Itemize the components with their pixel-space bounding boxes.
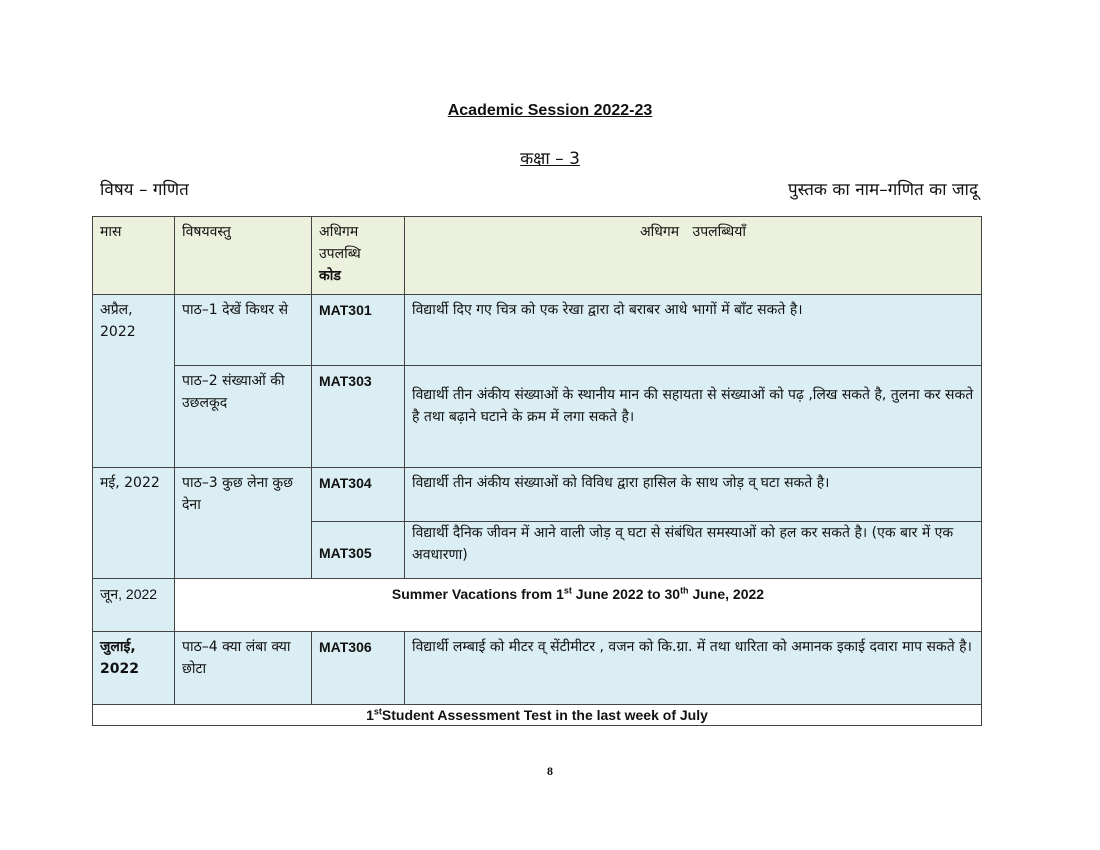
table-row — [93, 366, 982, 468]
chapter-cell: पाठ–3 कुछ लेना कुछ देना — [175, 468, 312, 579]
outcome-cell: विद्यार्थी लम्बाई को मीटर व् सेंटीमीटर , वजन को कि.ग्रा. में तथा धारिता को अमानक इकाई दवारा माप सकते है। — [405, 632, 982, 705]
assessment-text-a: 1 — [366, 707, 374, 723]
vacation-text-b: June 2022 to 30 — [571, 586, 681, 602]
code-cell: MAT301 — [312, 295, 405, 366]
page-number: 8 — [547, 764, 553, 778]
month-cell-july: जुलाई, 2022 — [93, 632, 175, 705]
header-month: मास — [93, 217, 175, 295]
assessment-text-b: Student Assessment Test in the last week of July — [381, 707, 708, 723]
subject-label: विषय – गणित — [100, 180, 189, 200]
vacation-text-a: Summer Vacations from 1 — [391, 586, 564, 602]
outcome-cell: विद्यार्थी दैनिक जीवन में आने वाली जोड़ व् घटा से संबंधित समस्याओं को हल कर सकते है। (एक बार में एक अवधारणा) — [405, 522, 982, 579]
header-code-line3: कोड — [319, 268, 341, 284]
code-cell — [312, 522, 405, 579]
chapter-cell: पाठ–2 संख्याओं की उछलकूद — [175, 366, 312, 468]
outcome-cell — [405, 366, 982, 468]
vacation-text-c: June, 2022 — [688, 586, 765, 602]
vacation-sup-1: st — [563, 585, 572, 596]
assessment-sup: st — [373, 706, 382, 717]
vacation-cell — [175, 579, 982, 632]
table-row — [93, 468, 982, 522]
page-title: Academic Session 2022-23 — [447, 102, 653, 119]
chapter-cell: पाठ–4 क्या लंबा क्या छोटा — [175, 632, 312, 705]
month-cell-may: मई, 2022 — [93, 468, 175, 579]
curriculum-table — [92, 216, 982, 726]
table-header-row — [93, 217, 982, 295]
table-row — [93, 295, 982, 366]
header-outcomes: अधिगम उपलब्धियाँ — [405, 217, 982, 295]
code-cell: MAT306 — [312, 632, 405, 705]
header-content: विषयवस्तु — [175, 217, 312, 295]
class-label: कक्षा – 3 — [520, 149, 580, 169]
header-code-line1: अधिगम — [319, 224, 359, 240]
header-code-line2: उपलब्धि — [319, 246, 361, 262]
month-cell-april: अप्रैल, 2022 — [93, 295, 175, 468]
code-cell: MAT304 — [312, 468, 405, 522]
header-code — [312, 217, 405, 295]
outcome-cell: विद्यार्थी दिए गए चित्र को एक रेखा द्वारा दो बराबर आधे भागों में बाँट सकते है। — [405, 295, 982, 366]
table-row — [93, 705, 982, 726]
vacation-sup-2: th — [680, 585, 689, 596]
outcome-text: विद्यार्थी तीन अंकीय संख्याओं के स्थानीय मान की सहायता से संख्याओं को पढ़ ,लिख सकते है, तुलना कर सकते है तथा बढ़ाने घटाने के क्रम में लगा सकते है। — [412, 387, 974, 425]
code-text: MAT305 — [319, 545, 372, 561]
table-row — [93, 579, 982, 632]
month-cell-june: जून, 2022 — [93, 579, 175, 632]
assessment-cell — [93, 705, 982, 726]
chapter-cell: पाठ–1 देखें किधर से — [175, 295, 312, 366]
code-cell: MAT303 — [312, 366, 405, 468]
book-name-label: पुस्तक का नाम–गणित का जादू — [787, 180, 978, 200]
outcome-cell: विद्यार्थी तीन अंकीय संख्याओं को विविध द्वारा हासिल के साथ जोड़ व् घटा सकते है। — [405, 468, 982, 522]
table-row — [93, 632, 982, 705]
